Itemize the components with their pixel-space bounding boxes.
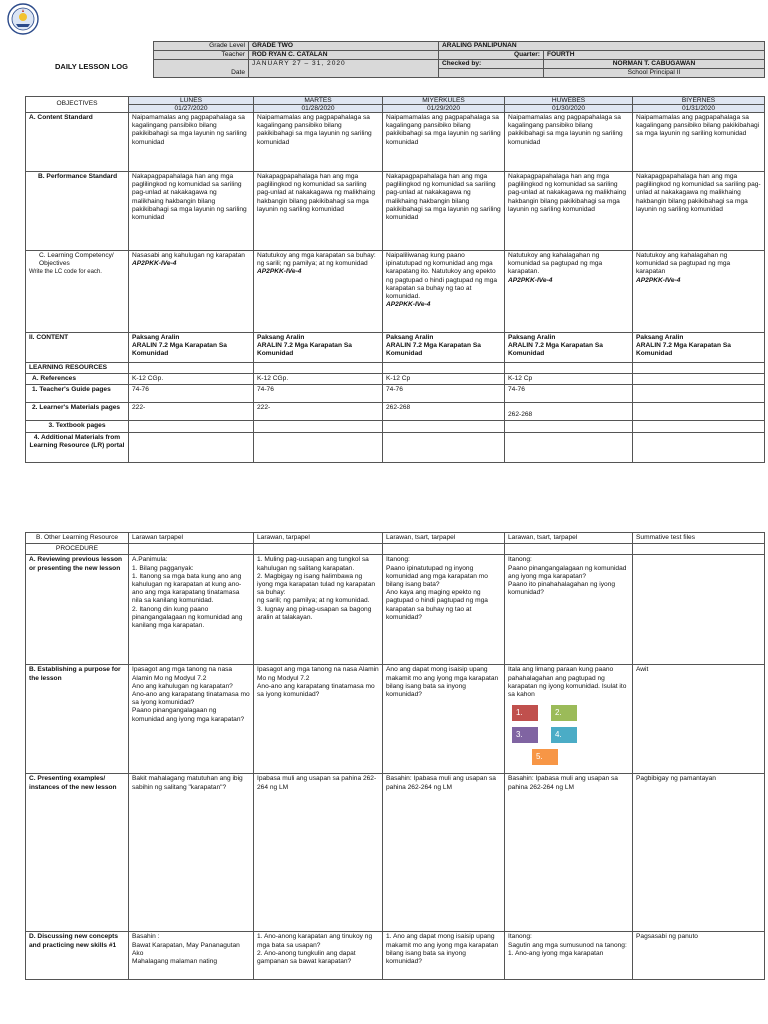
content-cell: Paksang Aralin ARALIN 7.2 Mga Karapatan Sa Komunidad bbox=[383, 333, 505, 363]
learners-materials-label: 2. Learner's Materials pages bbox=[26, 403, 129, 421]
performance-standard-cell: Nakapagpapahalaga han ang mga paglilingkod ng komunidad sa sariling pag-unlad at nakakagawa ng malikhaing hakbangin bilang pakikibahagi sa mga layunin ng sariling komunidad bbox=[129, 172, 254, 251]
references-cell: K-12 Cp bbox=[383, 374, 505, 385]
content-standard-cell: Naipamamalas ang pagpapahalaga sa kagalingang pansibiko bilang pakikibahagi sa mga layunin ng sariling komunidad bbox=[254, 113, 383, 172]
reviewing-cell: Itanong: Paano ipinatutupad ng inyong komunidad ang mga karapatan mo bilang isang bata? Ano kaya ang maging epekto ng pagtupad o hindi pagtupad ng mga karapatan sa buhay ng tao at komunidad? bbox=[383, 555, 505, 665]
competency-cell: Nasasabi ang kahulugan ng karapatan AP2PKK-IVe-4 bbox=[129, 251, 254, 333]
answer-box: 1. bbox=[512, 705, 538, 721]
teachers-guide-cell: 74-76 bbox=[129, 385, 254, 403]
checked-by-label: Checked by: bbox=[439, 60, 544, 69]
learning-resources-label: LEARNING RESOURCES bbox=[26, 363, 129, 374]
performance-standard-cell: Nakapagpapahalaga han ang mga paglilingkod ng komunidad sa sariling pag-unlad at nakakagawa ng malikhaing hakbangin bilang pakikibahagi sa mga layunin ng sariling komunidad bbox=[633, 172, 765, 251]
competency-cell: Natutukoy ang kahalagahan ng komunidad sa pagtupad ng mga karapatan. AP2PKK-IVe-4 bbox=[505, 251, 633, 333]
principal-title: School Principal II bbox=[544, 69, 765, 78]
content-standard-cell: Naipamamalas ang pagpapahalaga sa kagalingang pansibiko bilang pakikibahagi sa mga layunin ng sariling komunidad bbox=[383, 113, 505, 172]
learners-materials-cell: 262-268 bbox=[383, 403, 505, 421]
procedure-label: PROCEDURE bbox=[26, 544, 129, 555]
other-resources-cell: Larawan, tsart, tarpapel bbox=[383, 533, 505, 544]
textbook-label: 3. Textbook pages bbox=[26, 421, 129, 432]
day-header-lunes: LUNES bbox=[129, 97, 254, 105]
discussing-cell: Basahin : Bawat Karapatan, May Pananagutan Ako Mahalagang malaman nating bbox=[129, 932, 254, 980]
lesson-plan-table-page1 bbox=[25, 96, 765, 463]
competency-cell: Naipaliliwanag kung paano ipinatutupad ng komunidad ang mga karapatang ito. Natutukoy ang epekto ng pagtupad o hindi pagtupad ng mga karapatan sa buhay ng tao at komunidad. AP2PKK-IVe-4 bbox=[383, 251, 505, 333]
day-header-huwebes: HUWEBES bbox=[505, 97, 633, 105]
competency-cell: Natutukoy ang kahalagahan ng komunidad sa pagtupad ng mga karapatan AP2PKK-IVe-4 bbox=[633, 251, 765, 333]
purpose-label: B. Establishing a purpose for the lesson bbox=[26, 665, 129, 774]
references-cell: K-12 Cp bbox=[505, 374, 633, 385]
content-cell: Paksang Aralin ARALIN 7.2 Mga Karapatan Sa Komunidad bbox=[129, 333, 254, 363]
learners-materials-cell bbox=[633, 403, 765, 421]
day-date-miyerkules: 01/29/2020 bbox=[383, 105, 505, 113]
principal-name: NORMAN T. CABUGAWAN bbox=[544, 60, 765, 69]
day-date-biyernes: 01/31/2020 bbox=[633, 105, 765, 113]
date-label: Date bbox=[154, 60, 249, 78]
content-standard-cell: Naipamamalas ang pagpapahalaga sa kagalingang pansibiko bilang pakikibahagi sa mga layunin ng sariling komunidad bbox=[633, 113, 765, 172]
day-header-martes: MARTES bbox=[254, 97, 383, 105]
presenting-cell: Bakit mahalagang matutuhan ang ibig sabihin ng salitang "karapatan"? bbox=[129, 774, 254, 932]
references-cell bbox=[633, 374, 765, 385]
competency-label: C. Learning Competency/ Objectives Write the LC code for each. bbox=[26, 251, 129, 333]
other-resources-cell: Larawan, tarpapel bbox=[254, 533, 383, 544]
date-value: JANUARY 27 – 31, 2020 bbox=[249, 60, 439, 78]
discussing-cell: Pagsasabi ng panuto bbox=[633, 932, 765, 980]
teachers-guide-cell: 74-76 bbox=[505, 385, 633, 403]
day-header-miyerkules: MIYERKULES bbox=[383, 97, 505, 105]
reviewing-cell bbox=[633, 555, 765, 665]
discussing-label: D. Discussing new concepts and practicing new skills #1 bbox=[26, 932, 129, 980]
answer-box: 4. bbox=[551, 727, 577, 743]
teachers-guide-cell bbox=[633, 385, 765, 403]
content-standard-label: A. Content Standard bbox=[26, 113, 129, 172]
purpose-cell: Ano ang dapat mong isaisip upang makamit mo ang iyong mga karapatan bilang isang bata sa inyong komunidad? bbox=[383, 665, 505, 774]
discussing-cell: 1. Ano-anong karapatan ang tinukoy ng mga bata sa usapan? 2. Ano-anong tungkulin ang dapat gampanan sa bawat karapatan? bbox=[254, 932, 383, 980]
performance-standard-cell: Nakapagpapahalaga han ang mga paglilingkod ng komunidad sa sariling pag-unlad at nakakagawa ng malikhaing hakbangin bilang pakikibahagi sa mga layunin ng sariling komunidad bbox=[505, 172, 633, 251]
presenting-cell: Basahin: Ipabasa muli ang usapan sa pahina 262-264 ng LM bbox=[505, 774, 633, 932]
performance-standard-cell: Nakapagpapahalaga han ang mga paglilingkod ng komunidad sa sariling pag-unlad at nakakagawa ng malikhaing hakbangin bilang pakikibahagi sa mga layunin ng sariling komunidad bbox=[383, 172, 505, 251]
teachers-guide-cell: 74-76 bbox=[383, 385, 505, 403]
purpose-cell: Awit bbox=[633, 665, 765, 774]
other-resources-cell: Larawan, tsart, tarpapel bbox=[505, 533, 633, 544]
purpose-cell: Itala ang limang paraan kung paano pahahalagahan ang pagtupad ng karapatan ng iyong komunidad. Isulat ito sa kahon 1. 2. 3. 4. 5. bbox=[505, 665, 633, 774]
reviewing-cell: Itanong: Paano pinangangalagaan ng komunidad ang iyong mga karapatan? Paano ito pinahahalagahan ng iyong komunidad? bbox=[505, 555, 633, 665]
day-date-martes: 01/28/2020 bbox=[254, 105, 383, 113]
discussing-cell: 1. Ano ang dapat mong isaisip upang makamit mo ang iyong mga karapatan bilang isang bata sa inyong komunidad? bbox=[383, 932, 505, 980]
lesson-plan-table-page2 bbox=[25, 532, 765, 980]
page-title: DAILY LESSON LOG bbox=[55, 62, 128, 71]
purpose-cell: Ipasagot ang mga tanong na nasa Alamin Mo ng Modyul 7.2 Ano-ano ang karapatang tinatamasa mo sa iyong komunidad? bbox=[254, 665, 383, 774]
content-standard-cell: Naipamamalas ang pagpapahalaga sa kagalingang pansibiko bilang pakikibahagi sa mga layunin ng sariling komunidad bbox=[505, 113, 633, 172]
purpose-cell: Ipasagot ang mga tanong na nasa Alamin Mo ng Modyul 7.2 Ano ang kahulugan ng karapatan? Ano-ano ang karapatang tinatamasa mo sa iyong komunidad? Paano pinangangalagaan ng komunidad ang iyong mga karapatan? bbox=[129, 665, 254, 774]
quarter-value: FOURTH bbox=[544, 51, 765, 60]
references-cell: K-12 CGp. bbox=[129, 374, 254, 385]
other-resources-cell: Summative test files bbox=[633, 533, 765, 544]
quarter-label: Quarter: bbox=[439, 51, 544, 60]
teacher-label: Teacher bbox=[154, 51, 249, 60]
answer-box: 2. bbox=[551, 705, 577, 721]
deped-seal-icon bbox=[7, 3, 39, 35]
subject-value: ARALING PANLIPUNAN bbox=[439, 42, 765, 51]
reviewing-cell: 1. Muling pag-uusapan ang tungkol sa kahulugan ng salitang karapatan. 2. Magbigay ng isang halimbawa ng iyong mga karapatan tulad ng karapatan sa buhay: ng sarili; ng pamilya; at ng komunidad. 3. Iugnay ang pinag-usapan sa bagong aralin at talakayan. bbox=[254, 555, 383, 665]
competency-cell: Natutukoy ang mga karapatan sa buhay: ng sarili; ng pamilya; at ng komunidad AP2PKK-IVe-4 bbox=[254, 251, 383, 333]
day-date-lunes: 01/27/2020 bbox=[129, 105, 254, 113]
content-cell: Paksang Aralin ARALIN 7.2 Mga Karapatan Sa Komunidad bbox=[254, 333, 383, 363]
performance-standard-label: B. Performance Standard bbox=[26, 172, 129, 251]
reviewing-cell: A.Panimula: 1. Bilang pagganyak: 1. Itanong sa mga bata kung ano ang kahulugan ng karapatan at kung ano-ano ang mga karapatang tinatamasa nila sa kanilang komunidad. 2. Itanong din kung paano pinangangalagaan ng komunidad ang kanilang mga karapatan. bbox=[129, 555, 254, 665]
additional-materials-label: 4. Additional Materials from Learning Resource (LR) portal bbox=[26, 432, 129, 462]
discussing-cell: Itanong: Sagutin ang mga sumusunod na tanong: 1. Ano-ang iyong mga karapatan bbox=[505, 932, 633, 980]
learners-materials-cell: 222- bbox=[129, 403, 254, 421]
presenting-label: C. Presenting examples/ instances of the new lesson bbox=[26, 774, 129, 932]
teachers-guide-label: 1. Teacher's Guide pages bbox=[26, 385, 129, 403]
answer-boxes bbox=[508, 699, 629, 767]
other-resources-cell: Larawan tarpapel bbox=[129, 533, 254, 544]
content-standard-cell: Naipamamalas ang pagpapahalaga sa kagalingang pansibiko bilang pakikibahagi sa mga layunin ng sariling komunidad bbox=[129, 113, 254, 172]
references-label: A. References bbox=[26, 374, 129, 385]
day-date-huwebes: 01/30/2020 bbox=[505, 105, 633, 113]
content-cell: Paksang Aralin ARALIN 7.2 Mga Karapatan Sa Komunidad bbox=[505, 333, 633, 363]
teacher-value: ROD RYAN C. CATALAN bbox=[249, 51, 439, 60]
teachers-guide-cell: 74-76 bbox=[254, 385, 383, 403]
content-label: II. CONTENT bbox=[26, 333, 129, 363]
learners-materials-cell: 262-268 bbox=[505, 403, 633, 421]
content-cell: Paksang Aralin ARALIN 7.2 Mga Karapatan Sa Komunidad bbox=[633, 333, 765, 363]
day-header-biyernes: BIYERNES bbox=[633, 97, 765, 105]
references-cell: K-12 CGp. bbox=[254, 374, 383, 385]
objectives-header: OBJECTIVES bbox=[26, 97, 129, 113]
learners-materials-cell: 222- bbox=[254, 403, 383, 421]
other-resources-label: B. Other Learning Resource bbox=[26, 533, 129, 544]
answer-box: 3. bbox=[512, 727, 538, 743]
presenting-cell: Basahin: Ipabasa muli ang usapan sa pahina 262-264 ng LM bbox=[383, 774, 505, 932]
grade-level-value: GRADE TWO bbox=[249, 42, 439, 51]
performance-standard-cell: Nakapagpapahalaga han ang mga paglilingkod ng komunidad sa sariling pag-unlad at nakakagawa ng malikhaing hakbangin bilang pakikibahagi sa mga layunin ng sariling komunidad bbox=[254, 172, 383, 251]
reviewing-label: A. Reviewing previous lesson or presenting the new lesson bbox=[26, 555, 129, 665]
grade-level-label: Grade Level bbox=[154, 42, 249, 51]
presenting-cell: Pagbibigay ng pamantayan bbox=[633, 774, 765, 932]
presenting-cell: Ipabasa muli ang usapan sa pahina 262-264 ng LM bbox=[254, 774, 383, 932]
answer-box: 5. bbox=[532, 749, 558, 765]
